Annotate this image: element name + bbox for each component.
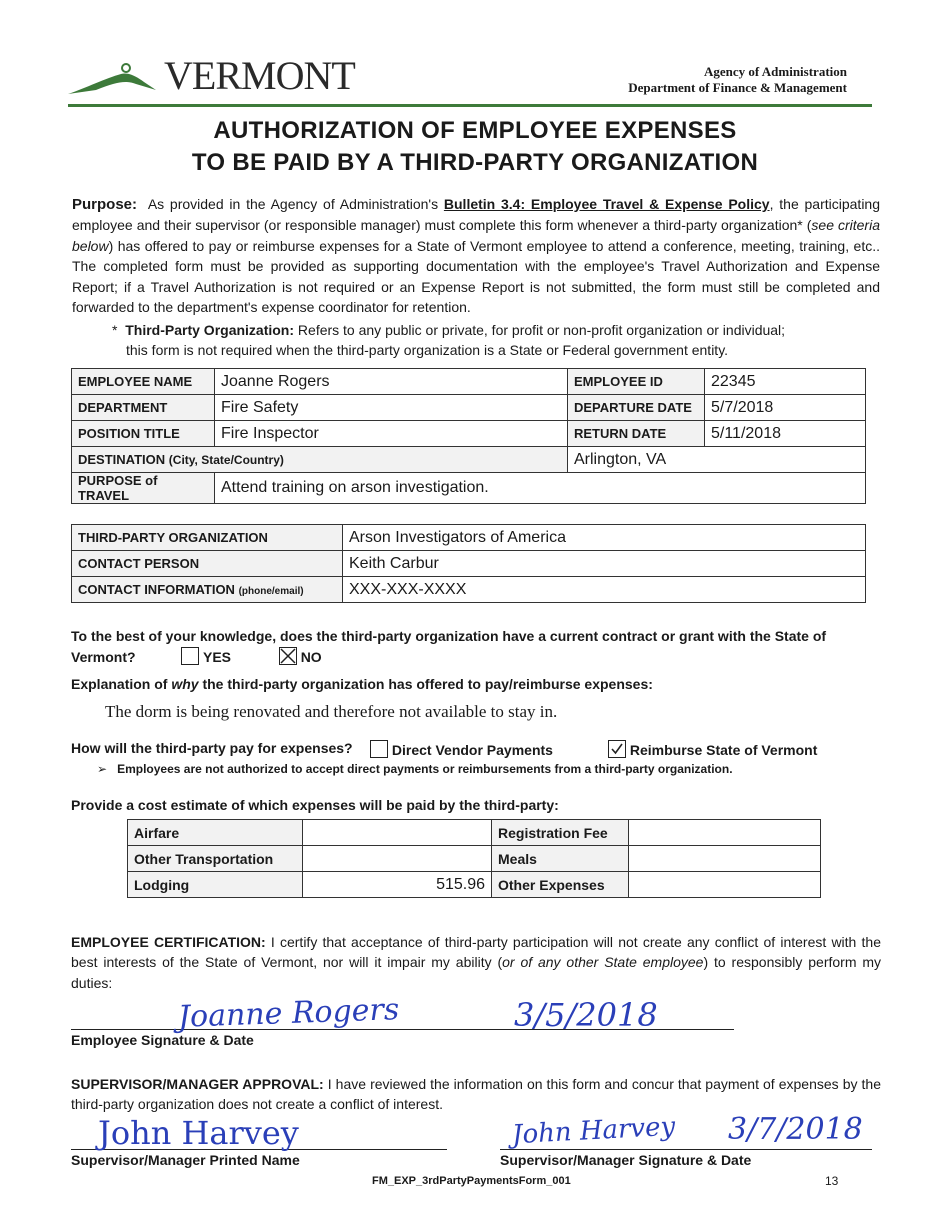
- header-rule: [68, 104, 872, 107]
- registration-fee-label: Registration Fee: [492, 820, 629, 846]
- employee-signature-date: 3/5/2018: [514, 996, 658, 1034]
- table-row: [128, 820, 821, 846]
- footnote-text1: Refers to any public or private, for profit or non-profit organization or individual;: [297, 322, 786, 338]
- vermont-logo: [66, 53, 355, 100]
- meals-label: Meals: [492, 846, 629, 872]
- payment-note-text: Employees are not authorized to accept direct payments or reimbursements from a third-party organization.: [117, 762, 733, 776]
- approval-text: I have reviewed the information on this form and concur that payment of expenses by the third-party organization does not create a conflict of interest.: [71, 1076, 882, 1113]
- explanation-label-a: Explanation of: [71, 676, 172, 692]
- contract-yes-label: YES: [203, 649, 232, 665]
- cost-estimate-label: Provide a cost estimate of which expenses will be paid by the third-party:: [71, 797, 559, 813]
- purpose-text-a: As provided in the Agency of Administration's: [147, 196, 439, 212]
- explanation-answer[interactable]: The dorm is being renovated and therefore not available to stay in.: [105, 702, 558, 721]
- airfare-label: Airfare: [128, 820, 303, 846]
- destination-field[interactable]: Arlington, VA: [568, 447, 866, 473]
- mountain-logo-icon: [66, 60, 161, 100]
- employee-id-label: EMPLOYEE ID: [568, 369, 705, 395]
- bulletin-link[interactable]: Bulletin 3.4: Employee Travel & Expense Policy: [443, 196, 770, 212]
- cost-estimate-table: [127, 819, 821, 898]
- table-row: [72, 577, 866, 603]
- return-date-label: RETURN DATE: [568, 421, 705, 447]
- reimburse-label: Reimburse State of Vermont: [629, 742, 818, 758]
- certification-label: EMPLOYEE CERTIFICATION:: [71, 934, 266, 950]
- supervisor-signature: John Harvey: [511, 1111, 676, 1151]
- page-number: 13: [825, 1174, 839, 1188]
- footnote: [112, 320, 882, 361]
- employee-name-label: EMPLOYEE NAME: [72, 369, 215, 395]
- agency-name: Agency of Administration: [704, 64, 847, 79]
- purpose-text-b: , the participating employee and their supervisor (or responsible manager) must complete this form whenever a third-party organization* (: [72, 196, 880, 234]
- contract-question-line1: To the best of your knowledge, does the third-party organization have a current contract or grant with the State of: [71, 628, 827, 644]
- footnote-label: Third-Party Organization:: [125, 322, 295, 338]
- approval-paragraph: [71, 1074, 881, 1115]
- x-mark-icon: [280, 648, 296, 664]
- purpose-of-travel-field[interactable]: Attend training on arson investigation.: [215, 473, 866, 504]
- table-row: [72, 421, 866, 447]
- form-id: FM_EXP_3rdPartyPaymentsForm_001: [372, 1175, 571, 1187]
- contract-no-label: NO: [300, 649, 322, 665]
- employee-name-field[interactable]: Joanne Rogers: [215, 369, 568, 395]
- contact-info-label: [72, 577, 343, 603]
- table-row: [72, 447, 866, 473]
- destination-label: [72, 447, 568, 473]
- contract-question: [71, 626, 883, 668]
- supervisor-signature-line[interactable]: [500, 1149, 872, 1150]
- table-row: [72, 473, 866, 504]
- certification-text-b: ) to responsibly perform my duties:: [71, 954, 882, 991]
- table-row: [72, 525, 866, 551]
- employee-id-field[interactable]: 22345: [705, 369, 866, 395]
- lodging-field[interactable]: 515.96: [303, 872, 492, 898]
- approval-label: SUPERVISOR/MANAGER APPROVAL:: [71, 1076, 324, 1092]
- meals-field[interactable]: [629, 846, 821, 872]
- supervisor-printed-name-label: Supervisor/Manager Printed Name: [71, 1152, 300, 1168]
- contact-info-field[interactable]: XXX-XXX-XXXX: [343, 577, 866, 603]
- table-row: [72, 551, 866, 577]
- employee-signature-label: Employee Signature & Date: [71, 1032, 254, 1048]
- contract-question-line2: [71, 647, 883, 668]
- purpose-label: Purpose:: [72, 196, 138, 213]
- table-row: [72, 369, 866, 395]
- supervisor-signature-label: Supervisor/Manager Signature & Date: [500, 1152, 752, 1168]
- table-row: [128, 846, 821, 872]
- purpose-paragraph: [72, 194, 880, 317]
- other-transportation-label: Other Transportation: [128, 846, 303, 872]
- purpose-of-travel-label: PURPOSE of TRAVEL: [72, 473, 215, 504]
- other-expenses-field[interactable]: [629, 872, 821, 898]
- org-field[interactable]: Arson Investigators of America: [343, 525, 866, 551]
- contract-yes-checkbox[interactable]: [181, 647, 199, 665]
- form-title-line1: AUTHORIZATION OF EMPLOYEE EXPENSES: [213, 117, 737, 144]
- see-criteria: see criteria below: [72, 217, 880, 254]
- contract-question-vermont: Vermont?: [71, 649, 136, 665]
- certification-text-a: I certify that acceptance of third-party participation will not create any conflict of interest with the best interests of the State of Vermont, nor will it impair my ability (: [71, 934, 881, 971]
- explanation-label-b: the third-party organization has offered to pay/reimburse expenses:: [198, 676, 653, 692]
- logo-wordmark: VERMONT: [164, 53, 355, 98]
- contact-info-label-text: CONTACT INFORMATION: [78, 582, 235, 597]
- certification-text-italic: or of any other State employee: [502, 954, 704, 971]
- employee-table: [71, 368, 866, 504]
- explanation-label-why: why: [171, 676, 199, 692]
- registration-fee-field[interactable]: [629, 820, 821, 846]
- certification-paragraph: [71, 932, 881, 993]
- employee-signature: Joanne Rogers: [177, 992, 400, 1035]
- direct-vendor-label: Direct Vendor Payments: [391, 742, 553, 758]
- position-title-label: POSITION TITLE: [72, 421, 215, 447]
- other-expenses-label: Other Expenses: [492, 872, 629, 898]
- footnote-star: *: [112, 322, 118, 338]
- contract-no-checkbox[interactable]: [279, 647, 297, 665]
- payment-note: [97, 762, 733, 776]
- explanation-label: [71, 676, 653, 692]
- departure-date-field[interactable]: 5/7/2018: [705, 395, 866, 421]
- department-field[interactable]: Fire Safety: [215, 395, 568, 421]
- supervisor-printed-name: John Harvey: [98, 1114, 299, 1152]
- reimburse-option[interactable]: [608, 740, 817, 758]
- contact-info-label-sub: (phone/email): [238, 586, 304, 597]
- agency-block: [547, 64, 847, 96]
- table-row: [128, 872, 821, 898]
- table-row: [72, 395, 866, 421]
- direct-vendor-option[interactable]: [370, 740, 553, 758]
- destination-label-text: DESTINATION: [78, 452, 166, 467]
- position-title-field[interactable]: Fire Inspector: [215, 421, 568, 447]
- airfare-field[interactable]: [303, 820, 492, 846]
- lodging-label: Lodging: [128, 872, 303, 898]
- supervisor-signature-date: 3/7/2018: [728, 1112, 863, 1147]
- payment-question: How will the third-party pay for expenses?: [71, 740, 353, 756]
- destination-label-sub: (City, State/Country): [168, 453, 284, 467]
- third-party-table: [71, 524, 866, 603]
- return-date-field[interactable]: 5/11/2018: [705, 421, 866, 447]
- footnote-text2: this form is not required when the third-party organization is a State or Federal government entity.: [126, 342, 729, 359]
- reimburse-checkbox[interactable]: [608, 740, 626, 758]
- department-label: DEPARTMENT: [72, 395, 215, 421]
- direct-vendor-checkbox[interactable]: [370, 740, 388, 758]
- departure-date-label: DEPARTURE DATE: [568, 395, 705, 421]
- other-transportation-field[interactable]: [303, 846, 492, 872]
- org-label: THIRD-PARTY ORGANIZATION: [72, 525, 343, 551]
- contact-person-label: CONTACT PERSON: [72, 551, 343, 577]
- purpose-text-c: ) has offered to pay or reimburse expenses for a State of Vermont employee to attend a conference, meeting, training, etc.. The completed form must be provided as supporting documentation with the employee's Travel Authorization and Expense Report; if a Travel Authorization is not required or an Expense Report is not submitted, the form must still be completed and forwarded to the department's expense coordinator for retention.: [72, 237, 880, 316]
- contact-person-field[interactable]: Keith Carbur: [343, 551, 866, 577]
- arrow-bullet-icon: ➢: [97, 762, 108, 776]
- form-title-line2: TO BE PAID BY A THIRD-PARTY ORGANIZATION: [191, 149, 759, 176]
- checkmark-icon: [609, 741, 625, 757]
- department-name: Department of Finance & Management: [628, 80, 847, 95]
